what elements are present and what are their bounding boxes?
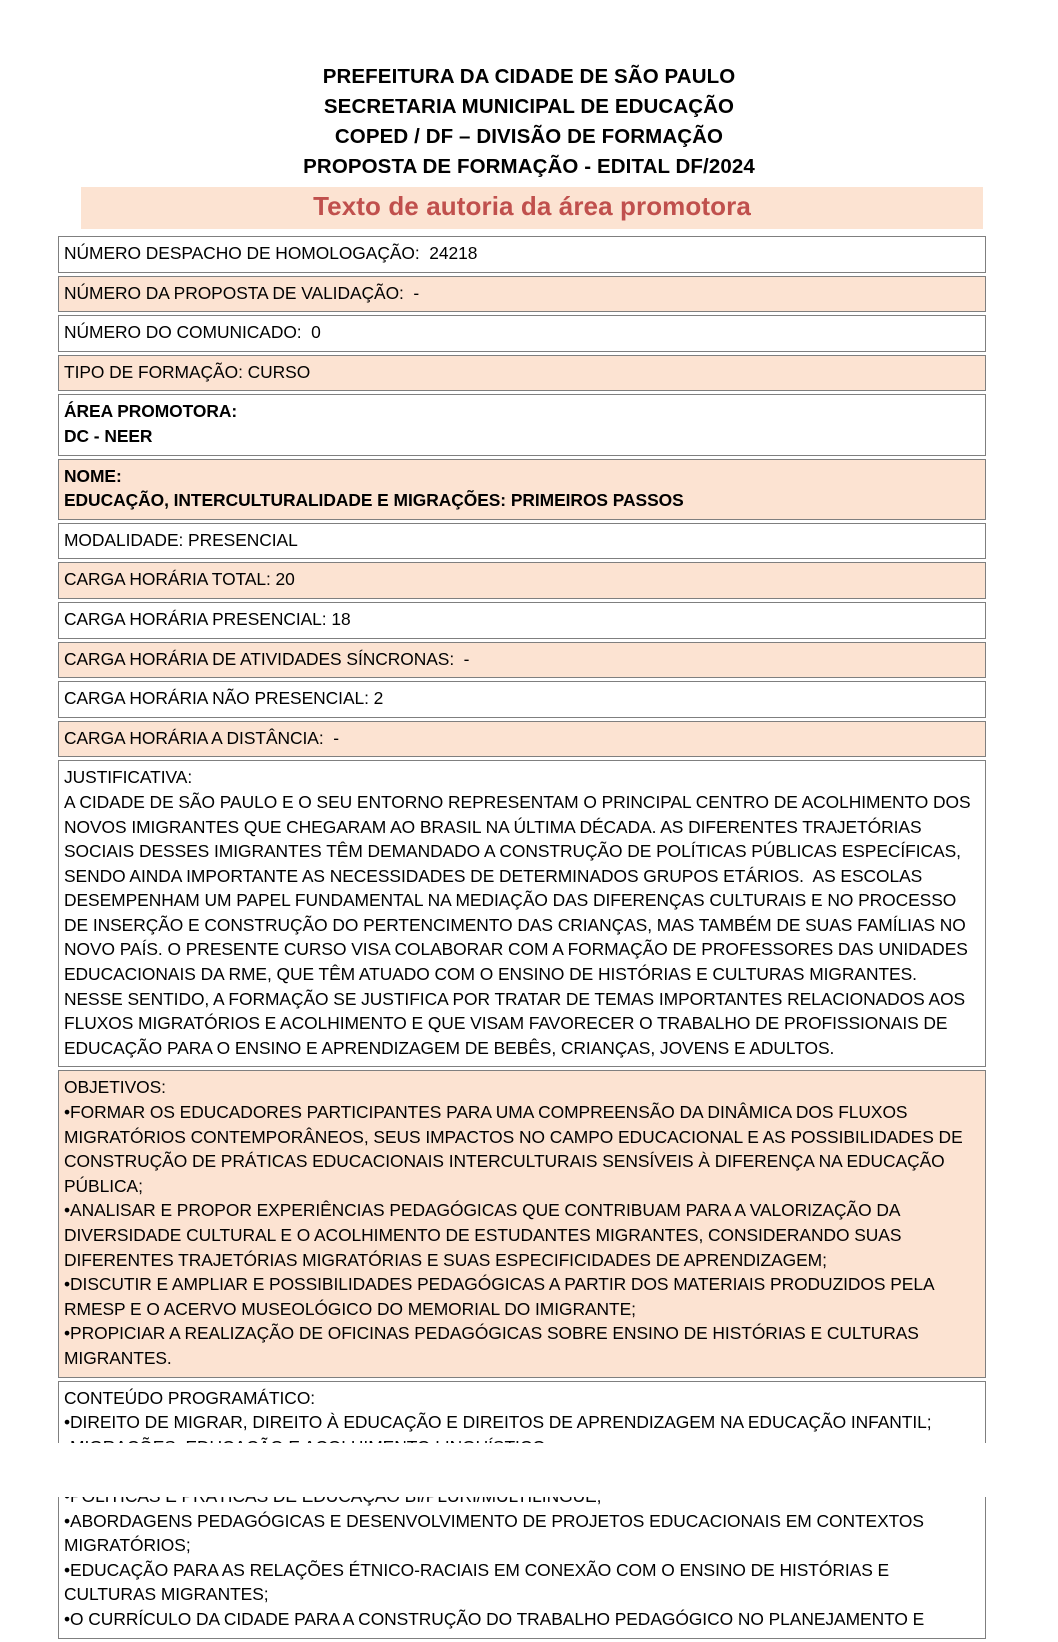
table-row	[58, 315, 986, 352]
table-row	[58, 459, 986, 520]
table-row	[58, 1070, 986, 1377]
table-row	[58, 355, 986, 392]
table-row	[58, 276, 986, 313]
header-line-coped: COPED / DF – DIVISÃO DE FORMAÇÃO	[334, 125, 724, 148]
field-nome-da-formacao-line-1: EDUCAÇÃO, INTERCULTURALIDADE E MIGRAÇÕES: PRIMEIROS PASSOS	[64, 490, 684, 511]
field-objetivos-line-2: •ANALISAR E PROPOR EXPERIÊNCIAS PEDAGÓGICAS QUE CONTRIBUAM PARA A VALORIZAÇÃO DA DIVERSIDADE CULTURAL E O ACOLHIMENTO DE ESTUDANTES MIGRANTES, CONSIDERANDO SUAS DIFERENTES TRAJETÓRIAS MIGRATÓRIAS E SUAS ESPECIFICIDADES DE APRENDIZAGEM;	[64, 1200, 907, 1270]
field-carga-horaria-presencial-line-0: CARGA HORÁRIA PRESENCIAL: 18	[64, 608, 351, 629]
field-justificativa-line-0: JUSTIFICATIVA:	[64, 767, 193, 788]
field-nome-da-formacao-line-0: NOME:	[64, 465, 122, 486]
field-carga-horaria-total-line-0: CARGA HORÁRIA TOTAL: 20	[64, 569, 295, 590]
field-numero-despacho-homologacao	[58, 236, 986, 273]
document-header	[0, 0, 1058, 182]
title-banner	[81, 187, 983, 229]
field-conteudo-programatico-line-6: •EDUCAÇÃO PARA AS RELAÇÕES ÉTNICO-RACIAIS EM CONEXÃO COM O ENSINO DE HISTÓRIAS E CULTURAS MIGRANTES;	[64, 1559, 894, 1605]
table-row	[58, 562, 986, 599]
table-row	[58, 642, 986, 679]
header-line-secretaria: SECRETARIA MUNICIPAL DE EDUCAÇÃO	[323, 95, 735, 118]
table-row	[58, 1381, 986, 1639]
field-modalidade	[58, 523, 986, 560]
field-objetivos-line-3: •DISCUTIR E AMPLIAR E POSSIBILIDADES PEDAGÓGICAS A PARTIR DOS MATERIAIS PRODUZIDOS PELA RMESP E O ACERVO MUSEOLÓGICO DO MEMORIAL DO IMIGRANTE;	[64, 1274, 939, 1319]
field-numero-comunicado-line-0: NÚMERO DO COMUNICADO: 0	[64, 322, 321, 343]
table-row	[58, 523, 986, 560]
field-conteudo-programatico	[58, 1381, 986, 1639]
field-tipo-de-formacao	[58, 355, 986, 392]
table-row	[58, 681, 986, 718]
field-carga-horaria-nao-presencial-line-0: CARGA HORÁRIA NÃO PRESENCIAL: 2	[64, 688, 384, 709]
field-conteudo-programatico-line-0: CONTEÚDO PROGRAMÁTICO:	[64, 1387, 316, 1408]
field-objetivos	[58, 1070, 986, 1377]
field-conteudo-programatico-line-1: •DIREITO DE MIGRAR, DIREITO À EDUCAÇÃO E DIREITOS DE APRENDIZAGEM NA EDUCAÇÃO INFANTIL;	[64, 1412, 932, 1433]
field-conteudo-programatico-line-5: •ABORDAGENS PEDAGÓGICAS E DESENVOLVIMENTO DE PROJETOS EDUCACIONAIS EM CONTEXTOS MIGRATÓRIOS;	[64, 1510, 929, 1556]
field-carga-horaria-presencial	[58, 602, 986, 639]
field-modalidade-line-0: MODALIDADE: PRESENCIAL	[64, 529, 298, 550]
table-row	[58, 236, 986, 273]
form-table-body	[58, 236, 986, 1639]
table-row	[58, 760, 986, 1067]
field-carga-horaria-atividades-sincronas-line-0: CARGA HORÁRIA DE ATIVIDADES SÍNCRONAS: -	[64, 648, 470, 669]
field-conteudo-programatico-line-7: •O CURRÍCULO DA CIDADE PARA A CONSTRUÇÃO DO TRABALHO PEDAGÓGICO NO PLANEJAMENTO E	[64, 1608, 925, 1629]
field-nome-da-formacao	[58, 459, 986, 520]
field-carga-horaria-total	[58, 562, 986, 599]
field-carga-horaria-nao-presencial	[58, 681, 986, 718]
field-numero-despacho-homologacao-line-0: NÚMERO DESPACHO DE HOMOLOGAÇÃO: 24218	[64, 243, 478, 263]
field-objetivos-line-1: •FORMAR OS EDUCADORES PARTICIPANTES PARA UMA COMPREENSÃO DA DINÂMICA DOS FLUXOS MIGRATÓRIOS CONTEMPORÂNEOS, SEUS IMPACTOS NO CAMPO EDUCACIONAL E AS POSSIBILIDADES DE CONSTRUÇÃO DE PRÁTICAS EDUCACIONAIS INTERCULTURAIS SENSÍVEIS À DIFERENÇA NA EDUCAÇÃO PÚBLICA;	[64, 1102, 968, 1196]
table-row	[58, 394, 986, 455]
field-numero-comunicado	[58, 315, 986, 352]
page-title: Texto de autoria da área promotora	[313, 191, 751, 221]
field-numero-proposta-validacao-line-0: NÚMERO DA PROPOSTA DE VALIDAÇÃO: -	[64, 282, 420, 303]
field-justificativa	[58, 760, 986, 1067]
page-bottom-clip	[0, 1443, 1058, 1497]
field-objetivos-line-4: •PROPICIAR A REALIZAÇÃO DE OFICINAS PEDAGÓGICAS SOBRE ENSINO DE HISTÓRIAS E CULTURAS MIGRANTES.	[64, 1323, 924, 1368]
field-carga-horaria-a-distancia	[58, 721, 986, 758]
field-carga-horaria-atividades-sincronas	[58, 642, 986, 679]
table-row	[58, 602, 986, 639]
field-numero-proposta-validacao	[58, 276, 986, 313]
proposal-form-table	[58, 233, 986, 1642]
field-objetivos-line-0: OBJETIVOS:	[64, 1077, 166, 1098]
header-line-proposta: PROPOSTA DE FORMAÇÃO - EDITAL DF/2024	[303, 155, 755, 178]
header-line-prefeitura: PREFEITURA DA CIDADE DE SÃO PAULO	[322, 65, 736, 88]
field-carga-horaria-a-distancia-line-0: CARGA HORÁRIA A DISTÂNCIA: -	[64, 727, 339, 748]
field-area-promotora-line-1: DC - NEER	[64, 425, 153, 446]
field-area-promotora	[58, 394, 986, 455]
field-tipo-de-formacao-line-0: TIPO DE FORMAÇÃO: CURSO	[64, 361, 311, 382]
field-justificativa-line-1: A CIDADE DE SÃO PAULO E O SEU ENTORNO REPRESENTAM O PRINCIPAL CENTRO DE ACOLHIMENTO DOS NOVOS IMIGRANTES QUE CHEGARAM AO BRASIL NA ÚLTIMA DÉCADA. AS DIFERENTES TRAJETÓRIAS SOCIAIS DESSES IMIGRANTES TÊM DEMANDADO A CONSTRUÇÃO DE POLÍTICAS PÚBLICAS ESPECÍFICAS, SENDO AINDA IMPORTANTE AS NECESSIDADES DE DETERMINADOS GRUPOS ETÁRIOS. AS ESCOLAS DESEMPENHAM UM PAPEL FUNDAMENTAL NA MEDIAÇÃO DAS DIFERENÇAS CULTURAIS E NO PROCESSO DE INSERÇÃO E CONSTRUÇÃO DO PERTENCIMENTO DAS CRIANÇAS, MAS TAMBÉM DE SUAS FAMÍLIAS NO NOVO PAÍS. O PRESENTE CURSO VISA COLABORAR COM A FORMAÇÃO DE PROFESSORES DAS UNIDADES EDUCACIONAIS DA RME, QUE TÊM ATUADO COM O ENSINO DE HISTÓRIAS E CULTURAS MIGRANTES. NESSE SENTIDO, A FORMAÇÃO SE JUSTIFICA POR TRATAR DE TEMAS IMPORTANTES RELACIONADOS AOS FLUXOS MIGRATÓRIOS E ACOLHIMENTO E QUE VISAM FAVORECER O TRABALHO DE PROFISSIONAIS DE EDUCAÇÃO PARA O ENSINO E APRENDIZAGEM DE BEBÊS, CRIANÇAS, JOVENS E ADULTOS.	[64, 791, 976, 1058]
table-row	[58, 721, 986, 758]
field-area-promotora-line-0: ÁREA PROMOTORA:	[64, 401, 238, 422]
